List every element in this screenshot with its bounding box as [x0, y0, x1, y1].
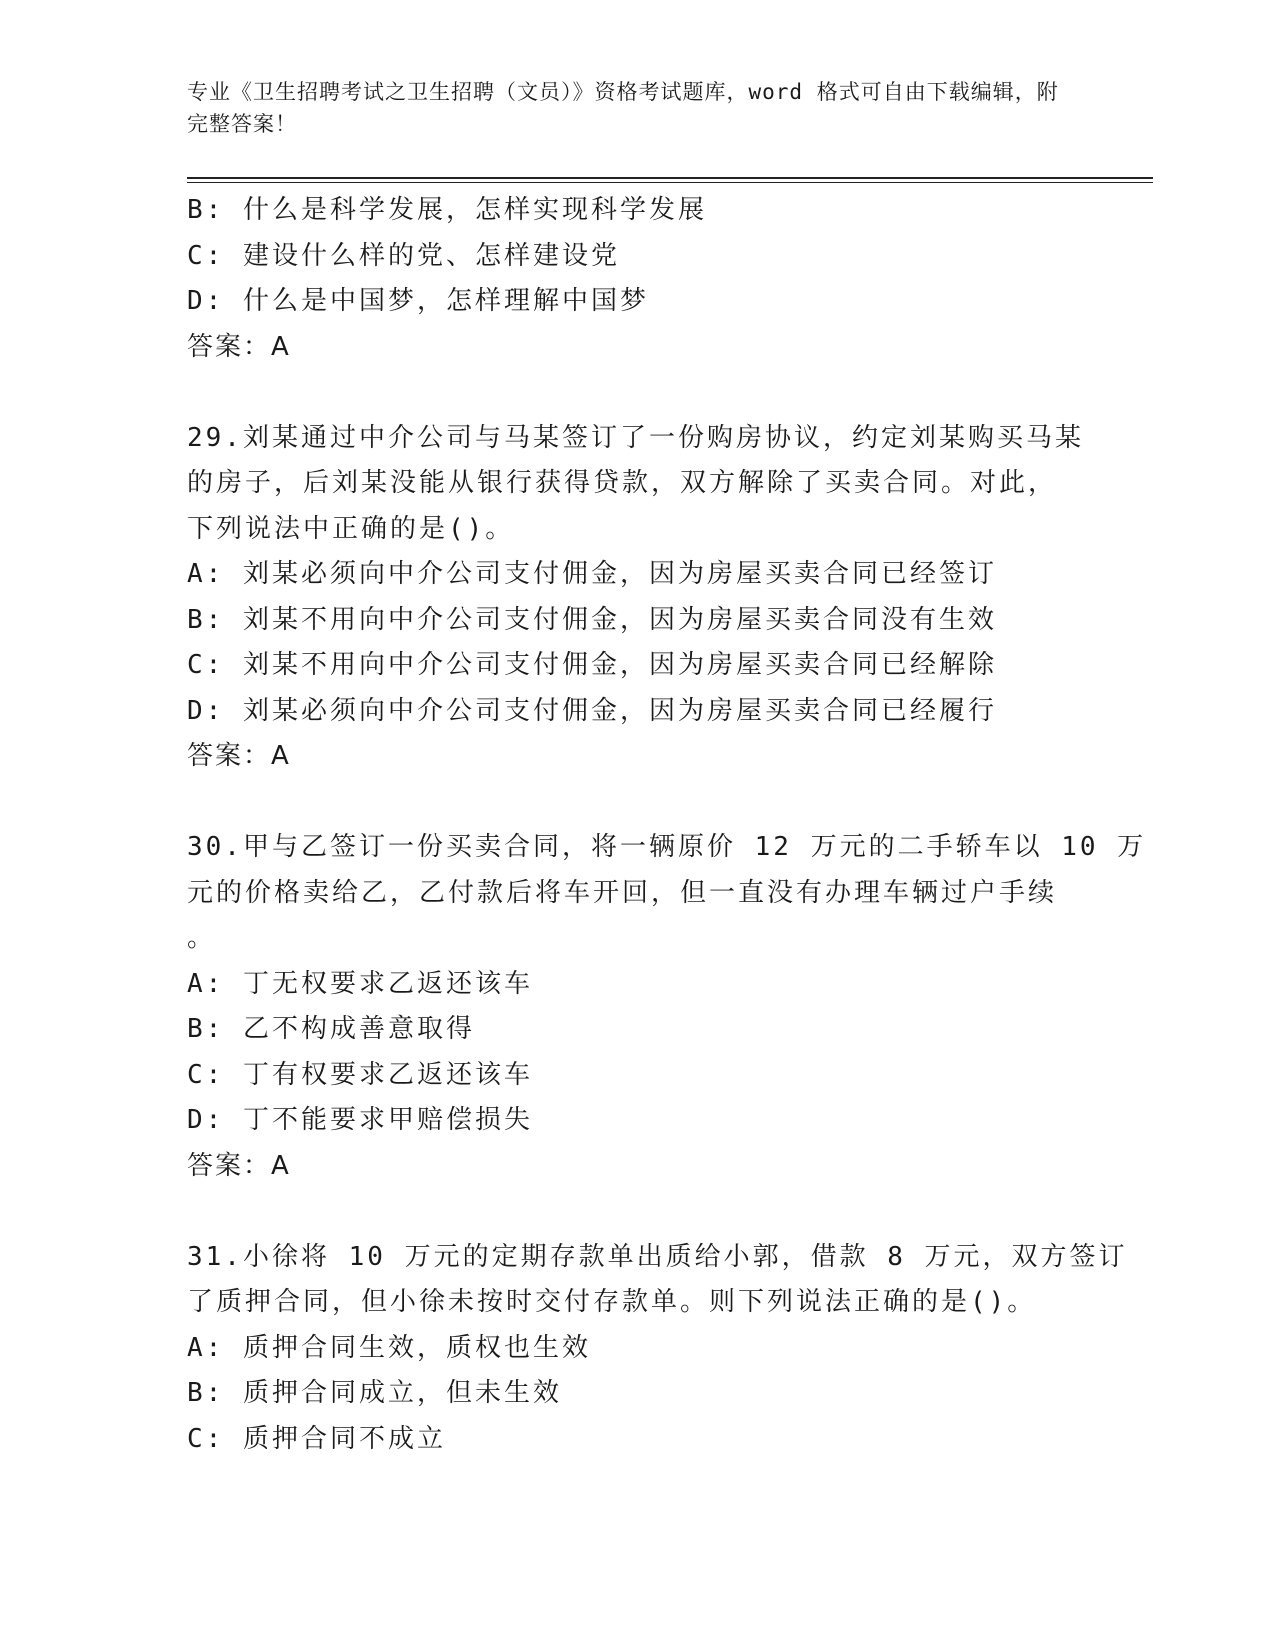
document-header: 专业《卫生招聘考试之卫生招聘（文员）》资格考试题库，word 格式可自由下载编辑，附完整答案！ [187, 80, 1059, 136]
option-d: D: 刘某必须向中介公司支付佣金，因为房屋买卖合同已经履行 [187, 695, 997, 726]
spacer [187, 370, 1087, 416]
header-divider [187, 177, 1153, 179]
option-a: A: 丁无权要求乙返还该车 [187, 968, 533, 999]
question-31 [187, 1235, 1128, 1463]
question-stem: 30.甲与乙签订一份买卖合同，将一辆原价 12 万元的二手轿车以 10 万 [187, 832, 1147, 862]
question-stem: 下列说法中正确的是()。 [187, 513, 515, 544]
option-c: C: 质押合同不成立 [187, 1423, 446, 1454]
option-a: A: 刘某必须向中介公司支付佣金，因为房屋买卖合同已经签订 [187, 559, 997, 589]
question-stem: 了质押合同，但小徐未按时交付存款单。则下列说法正确的是()。 [187, 1287, 1037, 1317]
spacer [187, 1189, 1087, 1235]
header-divider-thin [187, 182, 1153, 183]
option-b: B: 什么是科学发展，怎样实现科学发展 [187, 195, 707, 225]
option-b: B: 质押合同成立，但未生效 [187, 1378, 562, 1408]
spacer [187, 780, 1087, 826]
option-b: B: 乙不构成善意取得 [187, 1014, 475, 1044]
option-c: C: 建设什么样的党、怎样建设党 [187, 240, 620, 271]
answer-line: 答案：A [187, 1150, 291, 1181]
option-c: C: 丁有权要求乙返还该车 [187, 1059, 533, 1090]
question-stem: 的房子，后刘某没能从银行获得贷款，双方解除了买卖合同。对此， [187, 468, 1058, 498]
option-b: B: 刘某不用向中介公司支付佣金，因为房屋买卖合同没有生效 [187, 604, 997, 635]
question-stem: 31.小徐将 10 万元的定期存款单出质给小郭，借款 8 万元，双方签订 [187, 1241, 1128, 1272]
option-d: D: 丁不能要求甲赔偿损失 [187, 1105, 533, 1135]
question-stem: 29.刘某通过中介公司与马某签订了一份购房协议，约定刘某购买马某 [187, 422, 1084, 453]
option-a: A: 质押合同生效，质权也生效 [187, 1332, 591, 1363]
option-c: C: 刘某不用向中介公司支付佣金，因为房屋买卖合同已经解除 [187, 650, 997, 680]
question-stem: 。 [187, 923, 217, 953]
question-content [187, 188, 1147, 1462]
answer-line: 答案：A [187, 741, 291, 771]
question-30 [187, 825, 1147, 1189]
question-stem: 元的价格卖给乙，乙付款后将车开回，但一直没有办理车辆过户手续 [187, 877, 1058, 908]
option-d: D: 什么是中国梦，怎样理解中国梦 [187, 286, 649, 316]
question-29 [187, 416, 1087, 780]
answer-line: 答案：A [187, 331, 291, 362]
